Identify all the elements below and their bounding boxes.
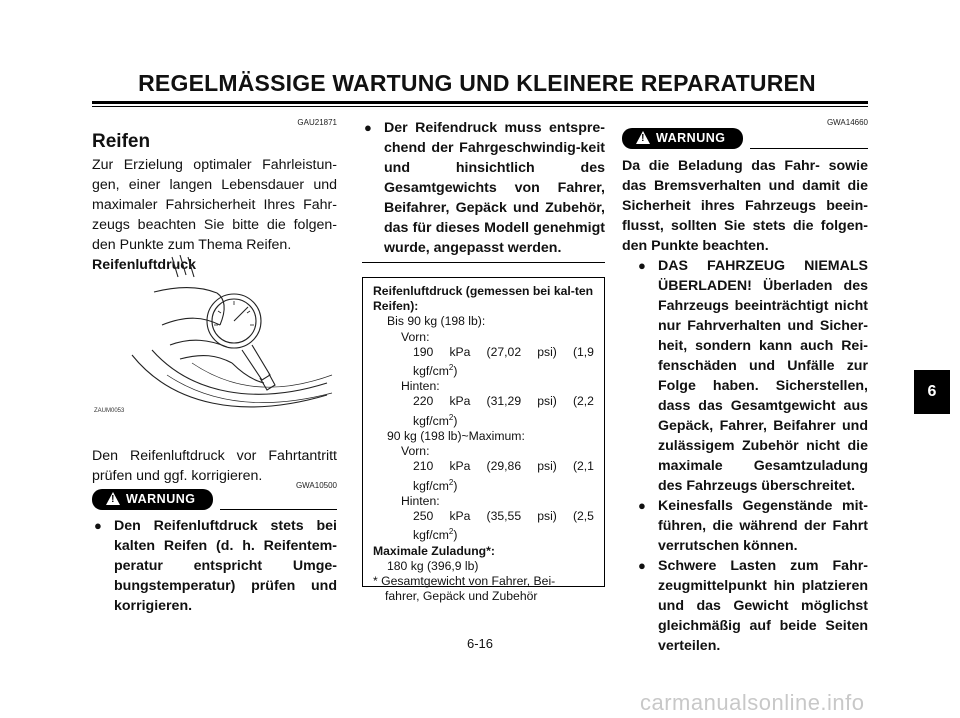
spec-load1-front-value: 190 kPa (27,02 psi) (1,9 [413, 344, 594, 359]
tire-gauge-figure [92, 255, 337, 415]
section-divider [362, 262, 605, 263]
watermark: carmanualsonline.info [640, 690, 865, 715]
warning-header-left [92, 489, 337, 513]
check-paragraph: Den Reifenluftdruck vor Fahrtantritt prüfen und ggf. korrigieren. [92, 448, 337, 484]
warning-bullets-left [92, 516, 337, 616]
spec-front-label: Vorn: [401, 444, 430, 459]
tire-pressure-spec-box [362, 277, 605, 604]
list-item: ● Den Reifenluftdruck stets bei kalten Reifen (d. h. Reifentem-peratur entspricht Umge-bungstemperatur) prüfen und korrigieren. [94, 518, 337, 614]
section-heading: Reifen [92, 131, 151, 152]
page-number: 6-16 [466, 636, 494, 651]
list-item: ● Keinesfalls Gegenstände mit-führen, die während der Fahrt verrutschen können. [638, 498, 868, 554]
header-rule-thin [92, 106, 868, 107]
bullet-icon: ● [94, 518, 102, 533]
left-column [92, 118, 337, 275]
warning-header-right [622, 128, 868, 152]
spec-max-label: Maximale Zuladung*: [373, 543, 495, 558]
warning-list [622, 256, 868, 656]
spec-load2-front-value: 210 kPa (29,86 psi) (2,1 [413, 459, 594, 474]
spec-footnote: * Gesamtgewicht von Fahrer, Bei- [373, 573, 556, 588]
list-item: ● DAS FAHRZEUG NIEMALS ÜBERLADEN! Überladen des Fahrzeugs beeinträchtigt nicht nur Fahrverhalten und Sicher-heit, sondern kann auch Rei-fenschäden und Unfälle zur Folge haben. Sicherstellen, dass das Gesamtgewicht aus Gepäck, Fahrer, Beifahrer und zulässigem Zubehör nicht die maximale Gesamtzuladung des Fahrzeugs überschreitet. [638, 258, 868, 494]
bullet-icon: ● [638, 258, 646, 273]
warning-rule [750, 148, 868, 149]
bullet-icon: ● [638, 558, 646, 573]
spec-unit: kgf/$cm^2$) [413, 412, 458, 428]
spec-rear-label: Hinten: [401, 493, 440, 508]
spec-unit: kgf/$cm^2$) [413, 363, 458, 379]
spec-load1: Bis 90 kg (198 lb): [387, 314, 486, 329]
warning-badge: ! WARNUNG [92, 489, 213, 510]
warning-code: GWA10500 [295, 481, 337, 490]
warning-intro: Da die Beladung das Fahr- sowie das Bremsverhalten und damit die Sicherheit ihres Fahrzeugs beein-flusst, sollten Sie stets die folgen-den Punkte beachten. [622, 158, 868, 254]
spec-unit: kgf/$cm^2$) [413, 527, 458, 543]
warning-label: WARNUNG [126, 492, 196, 506]
header-rule [92, 101, 868, 104]
warning-badge: ! WARNUNG [622, 128, 743, 149]
right-column [622, 156, 868, 656]
spec-max-value: 180 kg (396,9 lb) [387, 558, 479, 573]
intro-paragraph: Zur Erzielung optimaler Fahrleistun-gen, einer langen Lebensdauer und maximaler Fahrsicherheit Ihres Fahr-zeugs beachten Sie bitte die folgen-den Punkte zum Thema Reifen. [92, 157, 337, 253]
subheading-tire-pressure: Reifenluftdruck [92, 257, 197, 273]
middle-column [362, 118, 605, 258]
spec-title: Reifenluftdruck (gemessen bei kal-ten Reifen): [373, 284, 594, 314]
chapter-tab: 6 [914, 370, 950, 414]
list-item: ● Schwere Lasten zum Fahr-zeugmittelpunkt hin platzieren und das Gewicht möglichst gleichmäßig auf beide Seiten verteilen. [638, 558, 868, 654]
left-column-lower [92, 446, 337, 486]
spec-load1-rear-value: 220 kPa (31,29 psi) (2,2 [413, 394, 594, 409]
warning-code-right: GWA14660 [826, 118, 868, 127]
spec-footnote-cont: fahrer, Gepäck und Zubehör [385, 589, 538, 604]
bullet-icon: ● [638, 498, 646, 513]
list-item: ● Der Reifendruck muss entspre-chend der Fahrgeschwindig-keit und hinsichtlich des Gesamtgewichts von Fahrer, Beifahrer, Gepäck und Zubehör, das für dieses Modell genehmigt wurde, angepasst werden. [364, 120, 605, 256]
spec-load2: 90 kg (198 lb)~Maximum: [387, 428, 525, 443]
spec-rear-label: Hinten: [401, 379, 440, 394]
warning-rule [220, 509, 337, 510]
spec-load2-rear-value: 250 kPa (35,55 psi) (2,5 [413, 509, 594, 524]
page-header-title: REGELMÄSSIGE WARTUNG UND KLEINERE REPARATUREN [138, 70, 816, 96]
warning-label: WARNUNG [656, 131, 726, 145]
tire-gauge-illustration [92, 255, 337, 415]
figure-code: ZAUM0053 [94, 408, 125, 414]
spec-unit: kgf/$cm^2$) [413, 477, 458, 493]
bullet-icon: ● [364, 120, 372, 135]
spec-front-label: Vorn: [401, 329, 430, 344]
section-code: GAU21871 [297, 118, 337, 127]
